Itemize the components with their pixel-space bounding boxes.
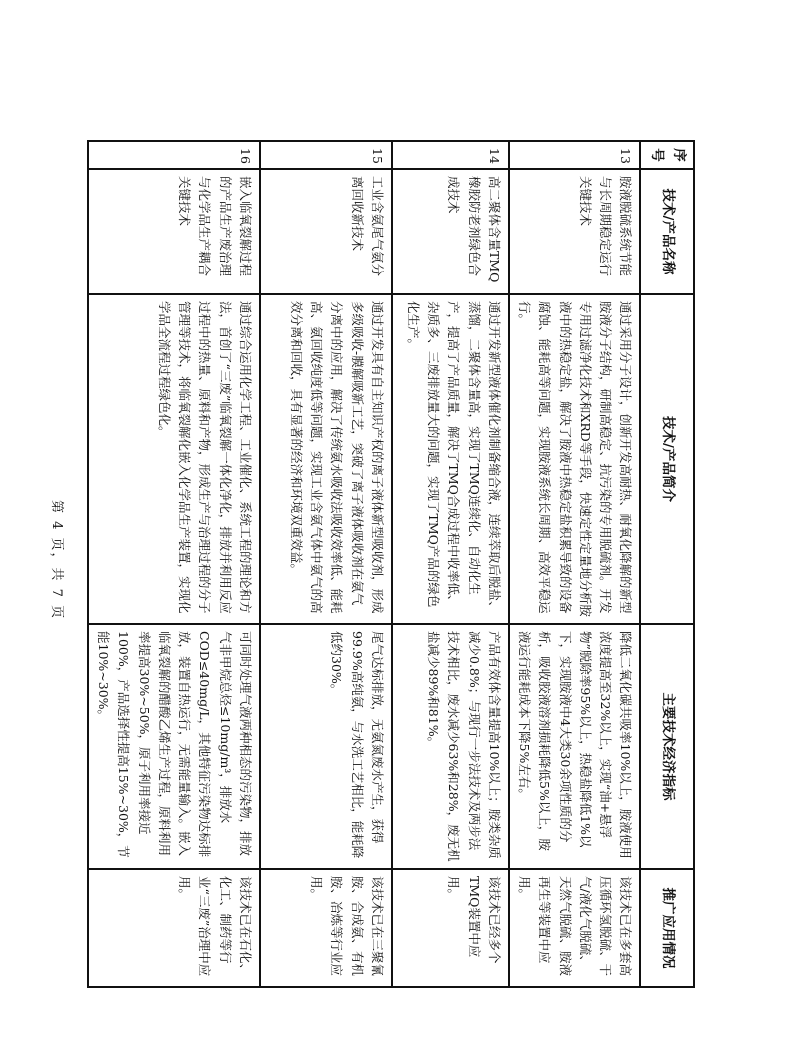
row-number: 16 — [88, 141, 260, 169]
header-no: 序号 — [640, 141, 694, 169]
table-header-row — [640, 141, 694, 987]
row-desc: 通过采用分子设计，创新开发高耐热、耐氧化降解的新型胺液分子结构，研制高稳定、抗污染的专用脱硫剂。开发专用过滤净化技术和XRD等手段，快速定性定量地分析胺液中的热稳定盐，解决了胺液中热稳定盐积累导致的设备腐蚀、能耗高等问题，实现胺液系统长周期、高效平稳运行。 — [509, 294, 641, 624]
header-app: 推广应用情况 — [640, 869, 694, 987]
technology-table — [87, 140, 695, 988]
header-name: 技术/产品名称 — [640, 169, 694, 294]
row-number: 15 — [260, 141, 392, 169]
row-name: 嵌入临氧裂解过程的产品生产废治理与化学品生产耦合关键技术 — [88, 169, 260, 294]
row-app: 该技术已在石化、化工、制药等行业“三废”治理中应用。 — [88, 869, 260, 987]
row-number: 14 — [392, 141, 509, 169]
row-desc: 通过综合运用化学工程、工业催化、系统工程的理论和方法，首创了“三废”临氧裂解一体化净化，排放并利用反应过程中的热量、原料和产物，形成生产与治理过程的分子管理等技术，将临氧裂解化嵌入化学品生产装置，实现化学品全流程过程绿色化。 — [88, 294, 260, 624]
header-metrics: 主要技术经济指标 — [640, 624, 694, 869]
table-row — [88, 141, 260, 987]
rotated-page — [96, 140, 695, 986]
page-number: 第 4 页，共 7 页 — [49, 500, 64, 621]
row-metrics: 可同时处理气液两种相态的污染物，排放气非甲烷总烃≤10mg/m³，排放水COD≤40mg/L，其他特征污染物达标排放，装置自热运行，无需能量输入。嵌入临氧裂解的醋酸乙烯生产过程，原料利用率提高30%~50%，原子利用率接近100%，产品选择性提高15%~30%，节能10%~30%。 — [88, 624, 260, 869]
table-row — [260, 141, 392, 987]
row-metrics: 尾气达标排放，无氨氮废水产生，获得99.9%高纯氨，与水洗工艺相比，能耗降低约30%。 — [260, 624, 392, 869]
row-app: 该技术已在三聚氰胺、合成氨、有机胺、冶炼等行业应用。 — [260, 869, 392, 987]
row-app: 该技术已经多个TMQ装置中应用。 — [392, 869, 509, 987]
page-footer — [44, 500, 68, 630]
row-desc: 通过开发具有自主知识产权的离子液体新型吸收剂，形成多级吸收-膜解吸新工艺，突破了离子液体吸收剂在氨气分离中的应用，解决了传统氨水吸收法吸收效率低、能耗高、氨回收纯度低等问题，实现工业含氨气体中氨气的高效分离和回收，具有显著的经济和环境双重效益。 — [260, 294, 392, 624]
row-number: 13 — [509, 141, 641, 169]
row-name: 工业含氨尾气氨分离回收新技术 — [260, 169, 392, 294]
row-name: 高二聚体含量TMQ橡胶防老剂绿色合成技术 — [392, 169, 509, 294]
table-row — [509, 141, 641, 987]
row-metrics: 产品有效体含量提高10%以上；胺类杂质减少0.8%；与现行一步法技术及两步法技术相比，废水减少63%和28%，废无机盐减少89%和81%。 — [392, 624, 509, 869]
row-name: 胺液脱硫系统节能与长周期稳定运行关键技术 — [509, 169, 641, 294]
row-app: 该技术已在多套高压循环氢脱硫、干气/液化气脱硫、天然气脱硫、胺液再生等装置中应用。 — [509, 869, 641, 987]
landscape-content — [96, 140, 695, 986]
row-desc: 通过开发新型液体催化剂制备缩合液，连续萃取后脱盐、蒸馏，二聚体含量高，实现了TMQ连续化、自动化生产，提高了产品质量，解决了TMQ合成过程中收率低、杂质多、三废排放量大的问题，实现了TMQ产品的绿色化生产。 — [392, 294, 509, 624]
header-desc: 技术/产品简介 — [640, 294, 694, 624]
row-metrics: 降低二氧化碳共吸率10%以上，胺液使用浓度提高至32%以上，实现“油+悬浮物”脱除率95%以上，热稳盐降低1%以下，实现胺液中4大类30余项性质的分析，吸收胶液溶剂损耗降低5%以上，胺液运行能耗成本下降5%左右。 — [509, 624, 641, 869]
table-row — [392, 141, 509, 987]
